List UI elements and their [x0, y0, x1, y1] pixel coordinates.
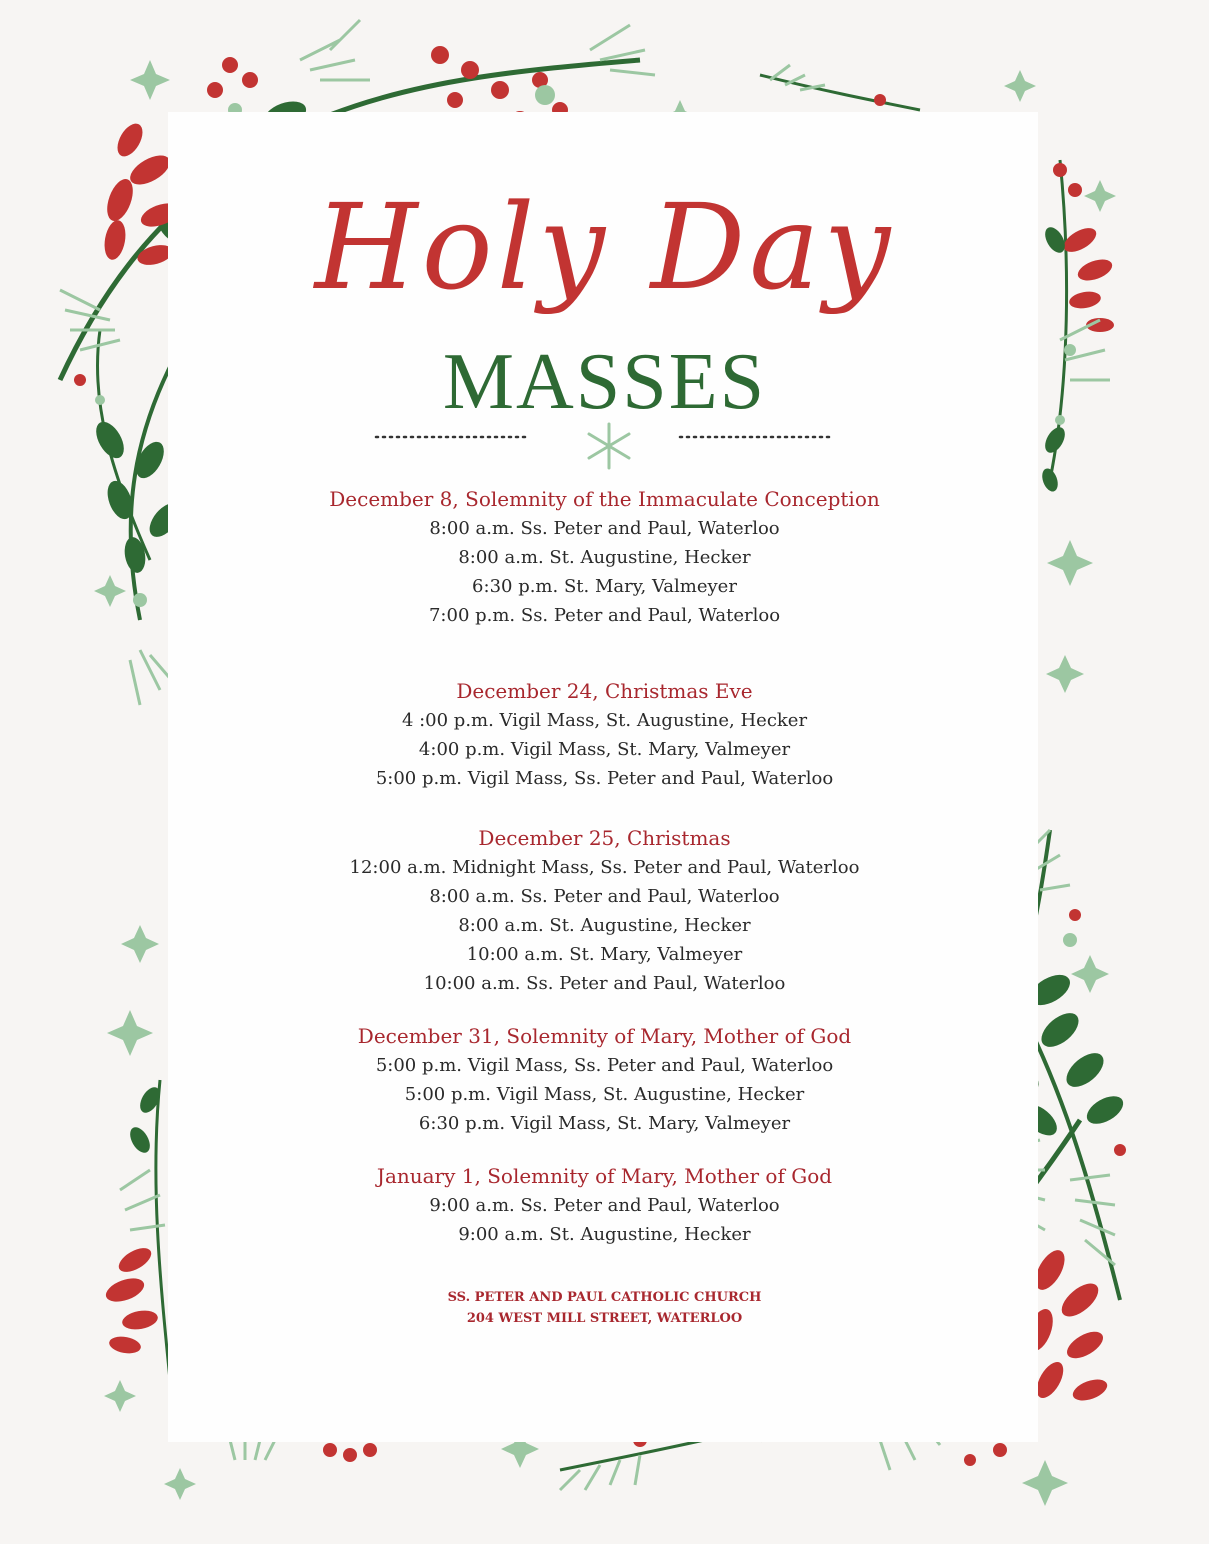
mass-time-line: 8:00 a.m. Ss. Peter and Paul, Waterloo [429, 518, 780, 539]
section-heading: December 24, Christmas Eve [456, 679, 753, 703]
church-footer [0, 1287, 1209, 1329]
mass-time-line: 7:00 p.m. Ss. Peter and Paul, Waterloo [428, 605, 781, 626]
church-address: 204 WEST MILL STREET, WATERLOO [466, 1311, 743, 1326]
dotted-star-divider [372, 420, 842, 480]
title-script-heading: Holy Day [314, 178, 895, 316]
section-heading: December 25, Christmas [478, 826, 731, 850]
mass-time-line: 6:30 p.m. St. Mary, Valmeyer [472, 576, 737, 597]
church-name: SS. PETER AND PAUL CATHOLIC CHURCH [447, 1290, 762, 1305]
mass-time-line: 4 :00 p.m. Vigil Mass, St. Augustine, Hecker [401, 710, 808, 731]
mass-schedule [0, 485, 1209, 1249]
section-heading: December 31, Solemnity of Mary, Mother of God [357, 1024, 852, 1048]
mass-time-line: 8:00 a.m. Ss. Peter and Paul, Waterloo [429, 886, 780, 907]
mass-time-line: 8:00 a.m. St. Augustine, Hecker [458, 547, 751, 568]
section-heading: January 1, Solemnity of Mary, Mother of God [376, 1164, 833, 1188]
mass-time-line: 10:00 a.m. St. Mary, Valmeyer [466, 944, 743, 965]
divider-star-icon [589, 424, 629, 468]
mass-time-line: 6:30 p.m. Vigil Mass, St. Mary, Valmeyer [418, 1113, 791, 1134]
schedule-section [0, 1162, 1209, 1249]
title-masses-heading: MASSES [442, 338, 767, 426]
mass-time-line: 5:00 p.m. Vigil Mass, St. Augustine, Hecker [404, 1084, 805, 1105]
schedule-section [0, 824, 1209, 998]
mass-time-line: 5:00 p.m. Vigil Mass, Ss. Peter and Paul, Waterloo [375, 1055, 834, 1076]
mass-time-line: 5:00 p.m. Vigil Mass, Ss. Peter and Paul, Waterloo [375, 768, 834, 789]
schedule-section [0, 1022, 1209, 1138]
mass-time-line: 8:00 a.m. St. Augustine, Hecker [458, 915, 751, 936]
mass-time-line: 9:00 a.m. Ss. Peter and Paul, Waterloo [429, 1195, 780, 1216]
section-heading: December 8, Solemnity of the Immaculate Conception [329, 487, 880, 511]
mass-time-line: 9:00 a.m. St. Augustine, Hecker [458, 1224, 751, 1245]
schedule-section [0, 677, 1209, 793]
mass-time-line: 4:00 p.m. Vigil Mass, St. Mary, Valmeyer [418, 739, 791, 760]
schedule-section [0, 485, 1209, 630]
mass-time-line: 12:00 a.m. Midnight Mass, Ss. Peter and Paul, Waterloo [349, 857, 860, 878]
mass-time-line: 10:00 a.m. Ss. Peter and Paul, Waterloo [423, 973, 786, 994]
